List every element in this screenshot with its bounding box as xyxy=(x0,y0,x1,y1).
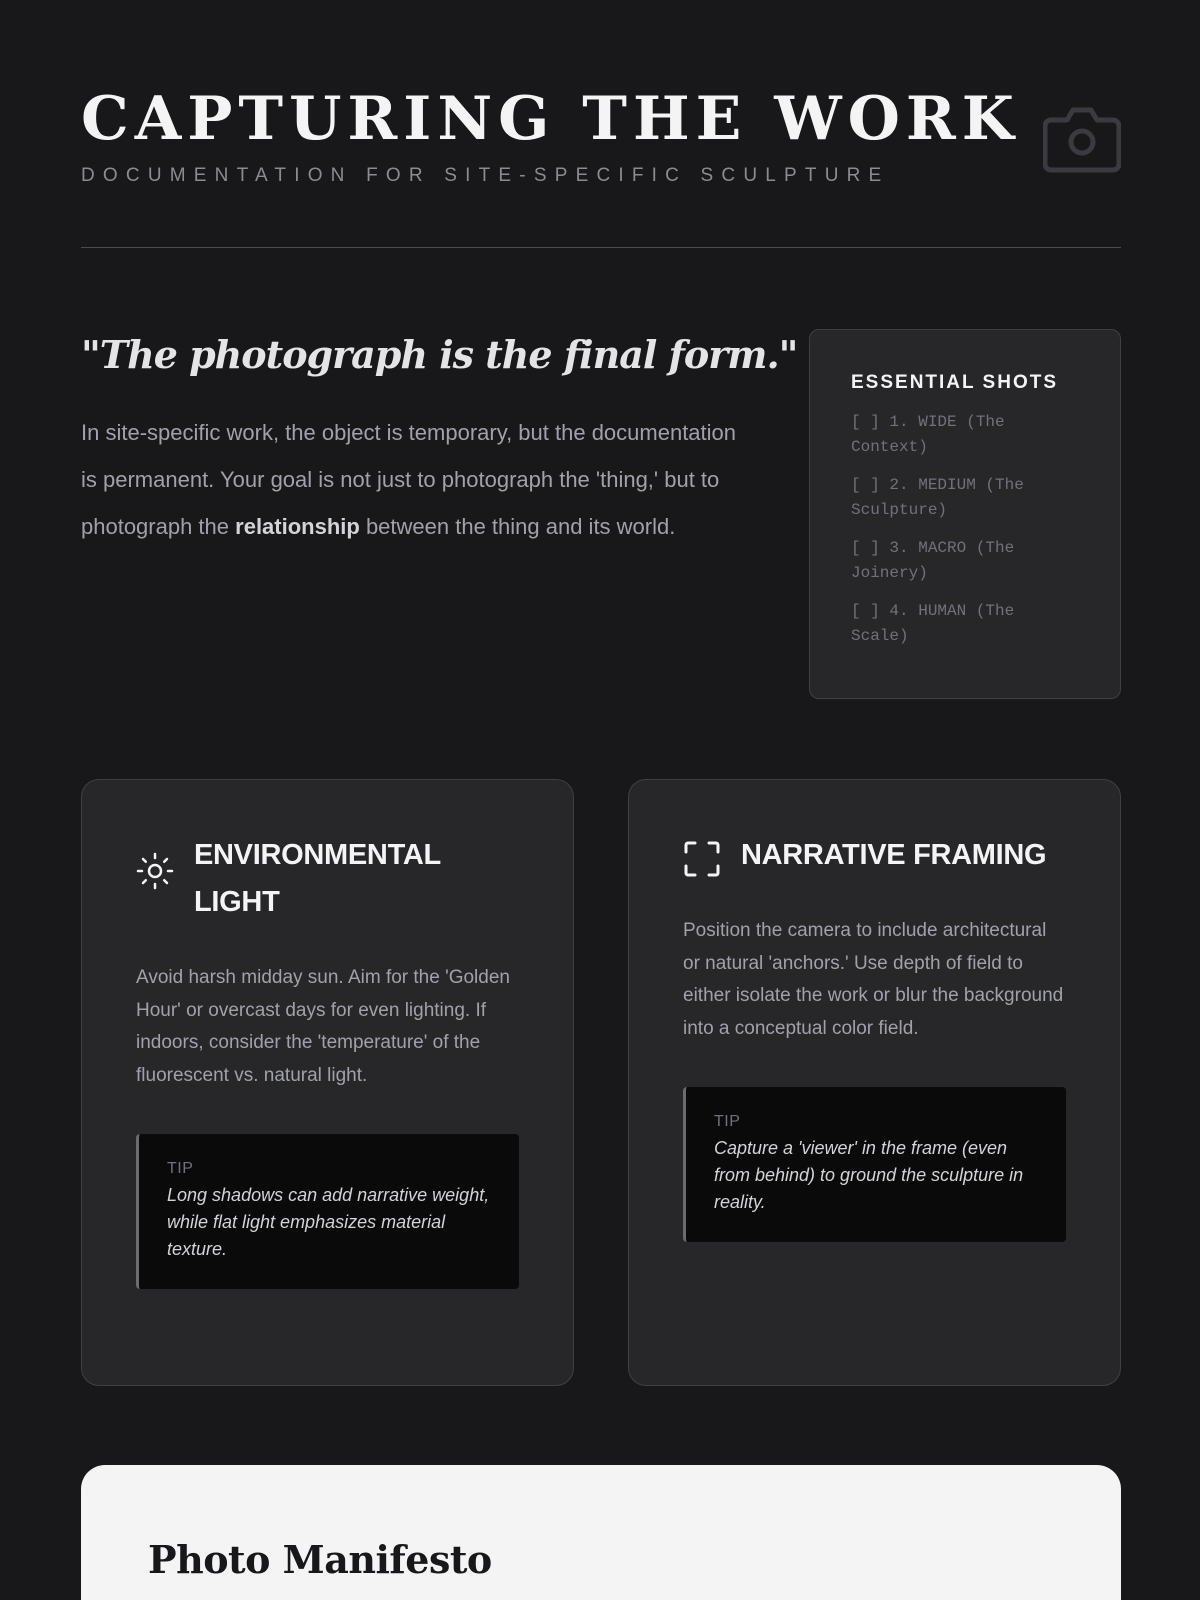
tip-text: Capture a 'viewer' in the frame (even from behind) to ground the sculpture in reality. xyxy=(714,1138,1024,1212)
essential-shot-item: [ ] 3. MACRO (The Joinery) xyxy=(851,539,1015,582)
header-divider xyxy=(81,247,1121,248)
essential-shots-title: ESSENTIAL SHOTS xyxy=(851,372,1059,393)
tip-label: TIP xyxy=(167,1160,194,1177)
card-header xyxy=(136,832,519,926)
intro-text-emphasis: relationship xyxy=(235,514,360,539)
page-title: CAPTURING THE WORK xyxy=(81,84,1020,154)
card-title: NARRATIVE FRAMING xyxy=(741,839,1047,871)
environmental-light-card xyxy=(81,779,574,1386)
tip-box xyxy=(136,1134,519,1289)
camera-icon xyxy=(1043,104,1121,174)
essential-shots-panel xyxy=(809,329,1121,699)
header xyxy=(81,80,1121,200)
card-title: ENVIRONMENTAL LIGHT xyxy=(194,839,441,918)
page-subtitle: DOCUMENTATION FOR SITE-SPECIFIC SCULPTURE xyxy=(81,165,890,186)
card-header xyxy=(683,832,1066,879)
tip-text: Long shadows can add narrative weight, while flat light emphasizes material texture. xyxy=(167,1185,490,1259)
intro-quote: "The photograph is the final form." xyxy=(81,332,798,377)
frame-corners-icon xyxy=(683,840,721,878)
intro-text xyxy=(81,409,741,550)
card-body: Avoid harsh midday sun. Aim for the 'Golden Hour' or overcast days for even lighting. If indoors, consider the 'temperature' of the fluorescent vs. natural light. xyxy=(136,967,510,1086)
photo-manifesto-section xyxy=(81,1465,1121,1600)
essential-shot-item: [ ] 1. WIDE (The Context) xyxy=(851,413,1005,456)
tip-label: TIP xyxy=(714,1113,741,1130)
manifesto-title: Photo Manifesto xyxy=(148,1537,492,1582)
essential-shot-item: [ ] 4. HUMAN (The Scale) xyxy=(851,602,1015,645)
intro-text-start: In site-specific work, the object is temporary, but the documentation is permanent. Your goal is not just to photograph the 'thing,' but to photograph the xyxy=(81,420,737,539)
narrative-framing-card xyxy=(628,779,1121,1386)
tip-box xyxy=(683,1087,1066,1242)
sun-icon xyxy=(136,852,174,890)
intro-text-end: between the thing and its world. xyxy=(359,514,676,539)
card-body: Position the camera to include architectural or natural 'anchors.' Use depth of field to either isolate the work or blur the background into a conceptual color field. xyxy=(683,920,1064,1039)
essential-shot-item: [ ] 2. MEDIUM (The Sculpture) xyxy=(851,476,1024,519)
